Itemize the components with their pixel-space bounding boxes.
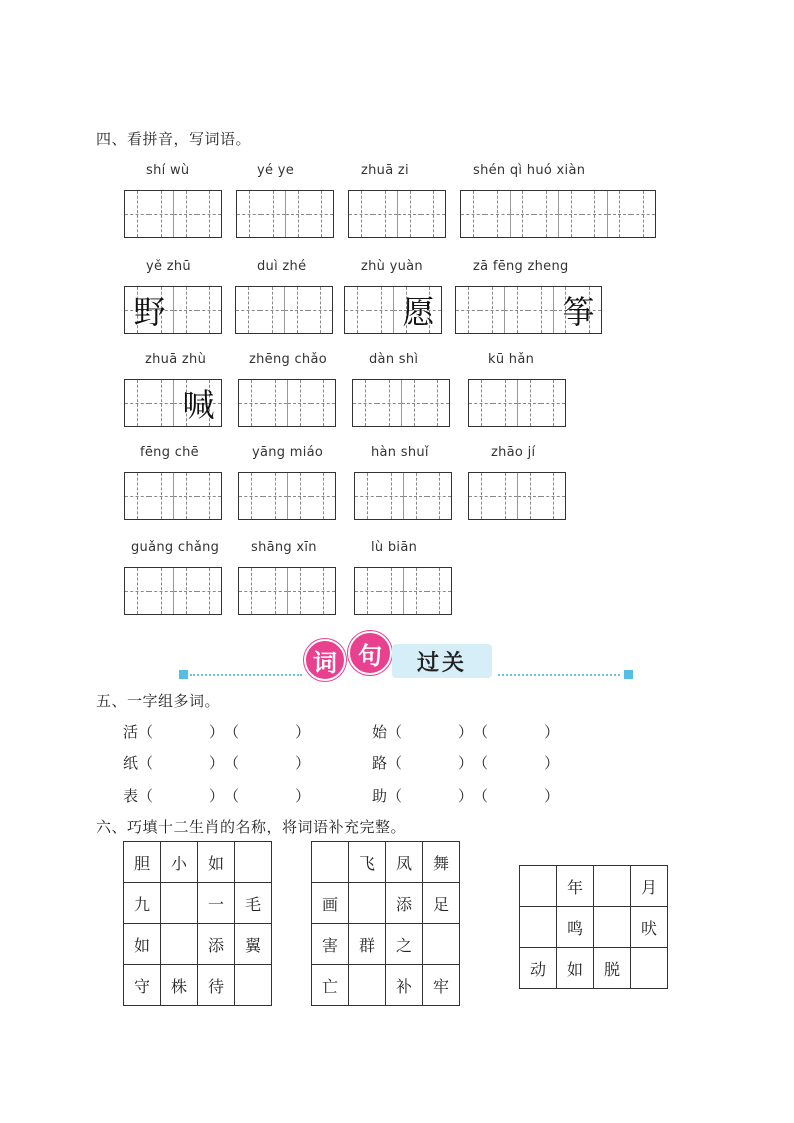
paren-open: （ <box>138 787 154 805</box>
base-character: 助 <box>372 787 388 805</box>
idiom-blank-cell[interactable] <box>312 842 349 883</box>
section4-heading: 四、看拼音，写词语。 <box>96 130 252 148</box>
pinyin-label: zhāo jí <box>491 445 536 460</box>
idiom-blank-cell[interactable] <box>235 965 272 1006</box>
grid-cell[interactable] <box>355 568 379 614</box>
idiom-character: 鸣 <box>557 907 594 948</box>
idiom-character: 年 <box>557 866 594 907</box>
idiom-character: 足 <box>423 883 460 924</box>
banner-circle-1: 词 <box>304 639 346 681</box>
banner-circle-2: 句 <box>348 631 392 675</box>
grid-cell[interactable] <box>534 191 558 237</box>
idiom-character: 添 <box>198 924 235 965</box>
idiom-character: 吠 <box>631 907 668 948</box>
idiom-blank-cell[interactable] <box>161 924 198 965</box>
grid-cell[interactable] <box>456 287 480 333</box>
pinyin-label: yāng miáo <box>252 445 324 460</box>
grid-cell[interactable] <box>541 380 565 426</box>
grid-cell[interactable] <box>558 191 582 237</box>
word-group-line <box>372 785 559 806</box>
idiom-character: 之 <box>386 924 423 965</box>
banner-right-square <box>624 670 633 679</box>
base-character: 路 <box>372 754 388 772</box>
idiom-character: 飞 <box>349 842 386 883</box>
grid-cell[interactable] <box>197 473 221 519</box>
writing-box[interactable] <box>124 567 222 615</box>
idiom-character: 翼 <box>235 924 272 965</box>
grid-cell[interactable] <box>173 473 197 519</box>
paren-close: ） <box>295 754 311 772</box>
pinyin-label: dàn shì <box>369 352 419 367</box>
grid-cell[interactable] <box>517 380 541 426</box>
idiom-blank-cell[interactable] <box>423 924 460 965</box>
idiom-character: 牢 <box>423 965 460 1006</box>
pinyin-label: zhuā zhù <box>145 352 207 367</box>
pinyin-label: kū hǎn <box>488 352 535 367</box>
writing-box[interactable] <box>354 472 452 520</box>
grid-cell[interactable] <box>287 568 311 614</box>
grid-cell[interactable] <box>480 287 504 333</box>
paren-open: （ <box>224 787 240 805</box>
writing-box[interactable] <box>235 286 333 334</box>
grid-cell[interactable] <box>285 191 309 237</box>
writing-box[interactable] <box>124 190 222 238</box>
banner-title: 过关 <box>392 644 492 678</box>
grid-cell[interactable] <box>261 191 285 237</box>
base-character: 活 <box>123 723 139 741</box>
writing-box[interactable] <box>354 567 452 615</box>
grid-cell[interactable] <box>425 380 449 426</box>
idiom-character: 月 <box>631 866 668 907</box>
idiom-character: 脱 <box>594 948 631 989</box>
pinyin-label: shén qì huó xiàn <box>473 163 586 178</box>
grid-cell[interactable] <box>309 191 333 237</box>
grid-cell[interactable] <box>311 568 335 614</box>
given-character: 喊 <box>182 386 215 424</box>
idiom-character: 如 <box>557 948 594 989</box>
grid-cell[interactable] <box>504 287 528 333</box>
idiom-blank-cell[interactable] <box>594 866 631 907</box>
idiom-character: 添 <box>386 883 423 924</box>
grid-cell[interactable] <box>149 473 173 519</box>
idiom-character: 守 <box>124 965 161 1006</box>
grid-cell[interactable] <box>263 380 287 426</box>
word-group-line <box>123 785 310 806</box>
grid-cell[interactable] <box>379 568 403 614</box>
idiom-character: 待 <box>198 965 235 1006</box>
paren-close: ） <box>209 787 225 805</box>
grid-cell[interactable] <box>284 287 308 333</box>
grid-cell[interactable] <box>493 380 517 426</box>
writing-box[interactable] <box>124 472 222 520</box>
paren-open: （ <box>387 723 403 741</box>
grid-cell[interactable] <box>528 287 552 333</box>
idiom-character: 群 <box>349 924 386 965</box>
grid-cell[interactable] <box>427 568 451 614</box>
pinyin-label: guǎng chǎng <box>131 540 220 555</box>
idiom-character: 舞 <box>423 842 460 883</box>
idiom-character: 害 <box>312 924 349 965</box>
pinyin-label: zhù yuàn <box>361 259 423 274</box>
paren-close: ） <box>209 723 225 741</box>
idiom-character: 如 <box>198 842 235 883</box>
pinyin-label: hàn shuǐ <box>371 445 429 460</box>
pinyin-label: zā fēng zheng <box>473 259 569 274</box>
idiom-blank-cell[interactable] <box>161 883 198 924</box>
paren-close: ） <box>544 723 560 741</box>
grid-cell[interactable] <box>493 473 517 519</box>
idiom-character: 株 <box>161 965 198 1006</box>
grid-cell[interactable] <box>263 473 287 519</box>
paren-open: （ <box>138 754 154 772</box>
grid-cell[interactable] <box>263 568 287 614</box>
paren-close: ） <box>458 754 474 772</box>
grid-cell[interactable] <box>260 287 284 333</box>
writing-box[interactable] <box>468 472 566 520</box>
grid-cell[interactable] <box>149 380 173 426</box>
paren-close: ） <box>458 787 474 805</box>
grid-cell[interactable] <box>125 191 149 237</box>
grid-cell[interactable] <box>403 473 427 519</box>
grid-cell[interactable] <box>311 473 335 519</box>
paren-open: （ <box>138 723 154 741</box>
grid-cell[interactable] <box>421 191 445 237</box>
pinyin-label: zhēng chǎo <box>249 352 327 367</box>
base-character: 纸 <box>123 754 139 772</box>
grid-cell[interactable] <box>377 380 401 426</box>
grid-cell[interactable] <box>517 473 541 519</box>
grid-cell[interactable] <box>485 191 509 237</box>
given-character: 筝 <box>562 293 595 331</box>
section6-heading: 六、巧填十二生肖的名称，将词语补充完整。 <box>96 818 407 836</box>
paren-close: ） <box>544 787 560 805</box>
paren-open: （ <box>473 754 489 772</box>
writing-box[interactable] <box>344 286 442 334</box>
word-group-line <box>372 752 559 773</box>
paren-open: （ <box>387 787 403 805</box>
writing-box[interactable] <box>236 190 334 238</box>
grid-cell[interactable] <box>461 191 485 237</box>
pinyin-label: lù biān <box>371 540 418 555</box>
base-character: 始 <box>372 723 388 741</box>
paren-open: （ <box>473 723 489 741</box>
writing-box[interactable] <box>455 286 602 334</box>
idiom-blank-cell[interactable] <box>520 866 557 907</box>
paren-open: （ <box>224 754 240 772</box>
grid-cell[interactable] <box>427 473 451 519</box>
grid-cell[interactable] <box>197 568 221 614</box>
grid-cell[interactable] <box>197 287 221 333</box>
writing-box[interactable] <box>352 379 450 427</box>
grid-cell[interactable] <box>582 191 606 237</box>
grid-cell[interactable] <box>197 191 221 237</box>
paren-close: ） <box>295 787 311 805</box>
idiom-character: 九 <box>124 883 161 924</box>
grid-cell[interactable] <box>125 380 149 426</box>
idiom-character: 画 <box>312 883 349 924</box>
grid-cell[interactable] <box>607 191 631 237</box>
word-group-line <box>123 721 310 742</box>
grid-cell[interactable] <box>125 473 149 519</box>
grid-cell[interactable] <box>349 191 373 237</box>
grid-cell[interactable] <box>403 568 427 614</box>
grid-cell[interactable] <box>239 568 263 614</box>
pinyin-label: shāng xīn <box>251 540 317 555</box>
idiom-blank-cell[interactable] <box>520 907 557 948</box>
grid-cell[interactable] <box>311 380 335 426</box>
banner-left-line <box>190 674 302 676</box>
grid-cell[interactable] <box>236 287 260 333</box>
idiom-character: 亡 <box>312 965 349 1006</box>
zodiac-grid-3 <box>519 865 668 989</box>
idiom-character: 毛 <box>235 883 272 924</box>
banner-right-line <box>498 674 620 676</box>
idiom-blank-cell[interactable] <box>349 883 386 924</box>
banner-left-square <box>179 670 188 679</box>
grid-cell[interactable] <box>401 380 425 426</box>
given-character: 愿 <box>402 293 435 331</box>
idiom-blank-cell[interactable] <box>631 948 668 989</box>
pinyin-label: yě zhū <box>146 259 191 274</box>
grid-cell[interactable] <box>369 287 393 333</box>
grid-cell[interactable] <box>397 191 421 237</box>
grid-cell[interactable] <box>237 191 261 237</box>
pinyin-label: zhuā zi <box>361 163 409 178</box>
grid-cell[interactable] <box>308 287 332 333</box>
writing-box[interactable] <box>348 190 446 238</box>
grid-cell[interactable] <box>379 473 403 519</box>
grid-cell[interactable] <box>173 287 197 333</box>
word-group-line <box>372 721 559 742</box>
idiom-blank-cell[interactable] <box>235 842 272 883</box>
paren-close: ） <box>544 754 560 772</box>
zodiac-grid-1 <box>123 841 272 1006</box>
idiom-blank-cell[interactable] <box>349 965 386 1006</box>
grid-cell[interactable] <box>355 473 379 519</box>
grid-cell[interactable] <box>287 473 311 519</box>
word-group-line <box>123 752 310 773</box>
grid-cell[interactable] <box>345 287 369 333</box>
pinyin-label: duì zhé <box>257 259 307 274</box>
grid-cell[interactable] <box>287 380 311 426</box>
idiom-character: 如 <box>124 924 161 965</box>
writing-box[interactable] <box>238 472 336 520</box>
idiom-character: 一 <box>198 883 235 924</box>
writing-box[interactable] <box>124 379 222 427</box>
idiom-blank-cell[interactable] <box>594 907 631 948</box>
writing-box[interactable] <box>238 379 336 427</box>
grid-cell[interactable] <box>541 473 565 519</box>
grid-cell[interactable] <box>239 380 263 426</box>
paren-open: （ <box>224 723 240 741</box>
grid-cell[interactable] <box>173 568 197 614</box>
section5-heading: 五、一字组多词。 <box>96 692 221 710</box>
pinyin-label: fēng chē <box>140 445 199 460</box>
writing-box[interactable] <box>460 190 656 238</box>
idiom-character: 小 <box>161 842 198 883</box>
grid-cell[interactable] <box>353 380 377 426</box>
grid-cell[interactable] <box>149 191 173 237</box>
grid-cell[interactable] <box>510 191 534 237</box>
pinyin-label: shí wù <box>146 163 190 178</box>
zodiac-grid-2 <box>311 841 460 1006</box>
pinyin-label: yé ye <box>257 163 295 178</box>
paren-open: （ <box>473 787 489 805</box>
idiom-character: 胆 <box>124 842 161 883</box>
paren-close: ） <box>295 723 311 741</box>
grid-cell[interactable] <box>631 191 655 237</box>
paren-open: （ <box>387 754 403 772</box>
grid-cell[interactable] <box>149 568 173 614</box>
idiom-character: 动 <box>520 948 557 989</box>
grid-cell[interactable] <box>239 473 263 519</box>
writing-box[interactable] <box>238 567 336 615</box>
grid-cell[interactable] <box>373 191 397 237</box>
writing-box[interactable] <box>468 379 566 427</box>
base-character: 表 <box>123 787 139 805</box>
idiom-character: 凤 <box>386 842 423 883</box>
grid-cell[interactable] <box>173 191 197 237</box>
paren-close: ） <box>458 723 474 741</box>
given-character: 野 <box>133 293 166 331</box>
paren-close: ） <box>209 754 225 772</box>
grid-cell[interactable] <box>469 473 493 519</box>
grid-cell[interactable] <box>469 380 493 426</box>
writing-box[interactable] <box>124 286 222 334</box>
grid-cell[interactable] <box>125 568 149 614</box>
idiom-character: 补 <box>386 965 423 1006</box>
